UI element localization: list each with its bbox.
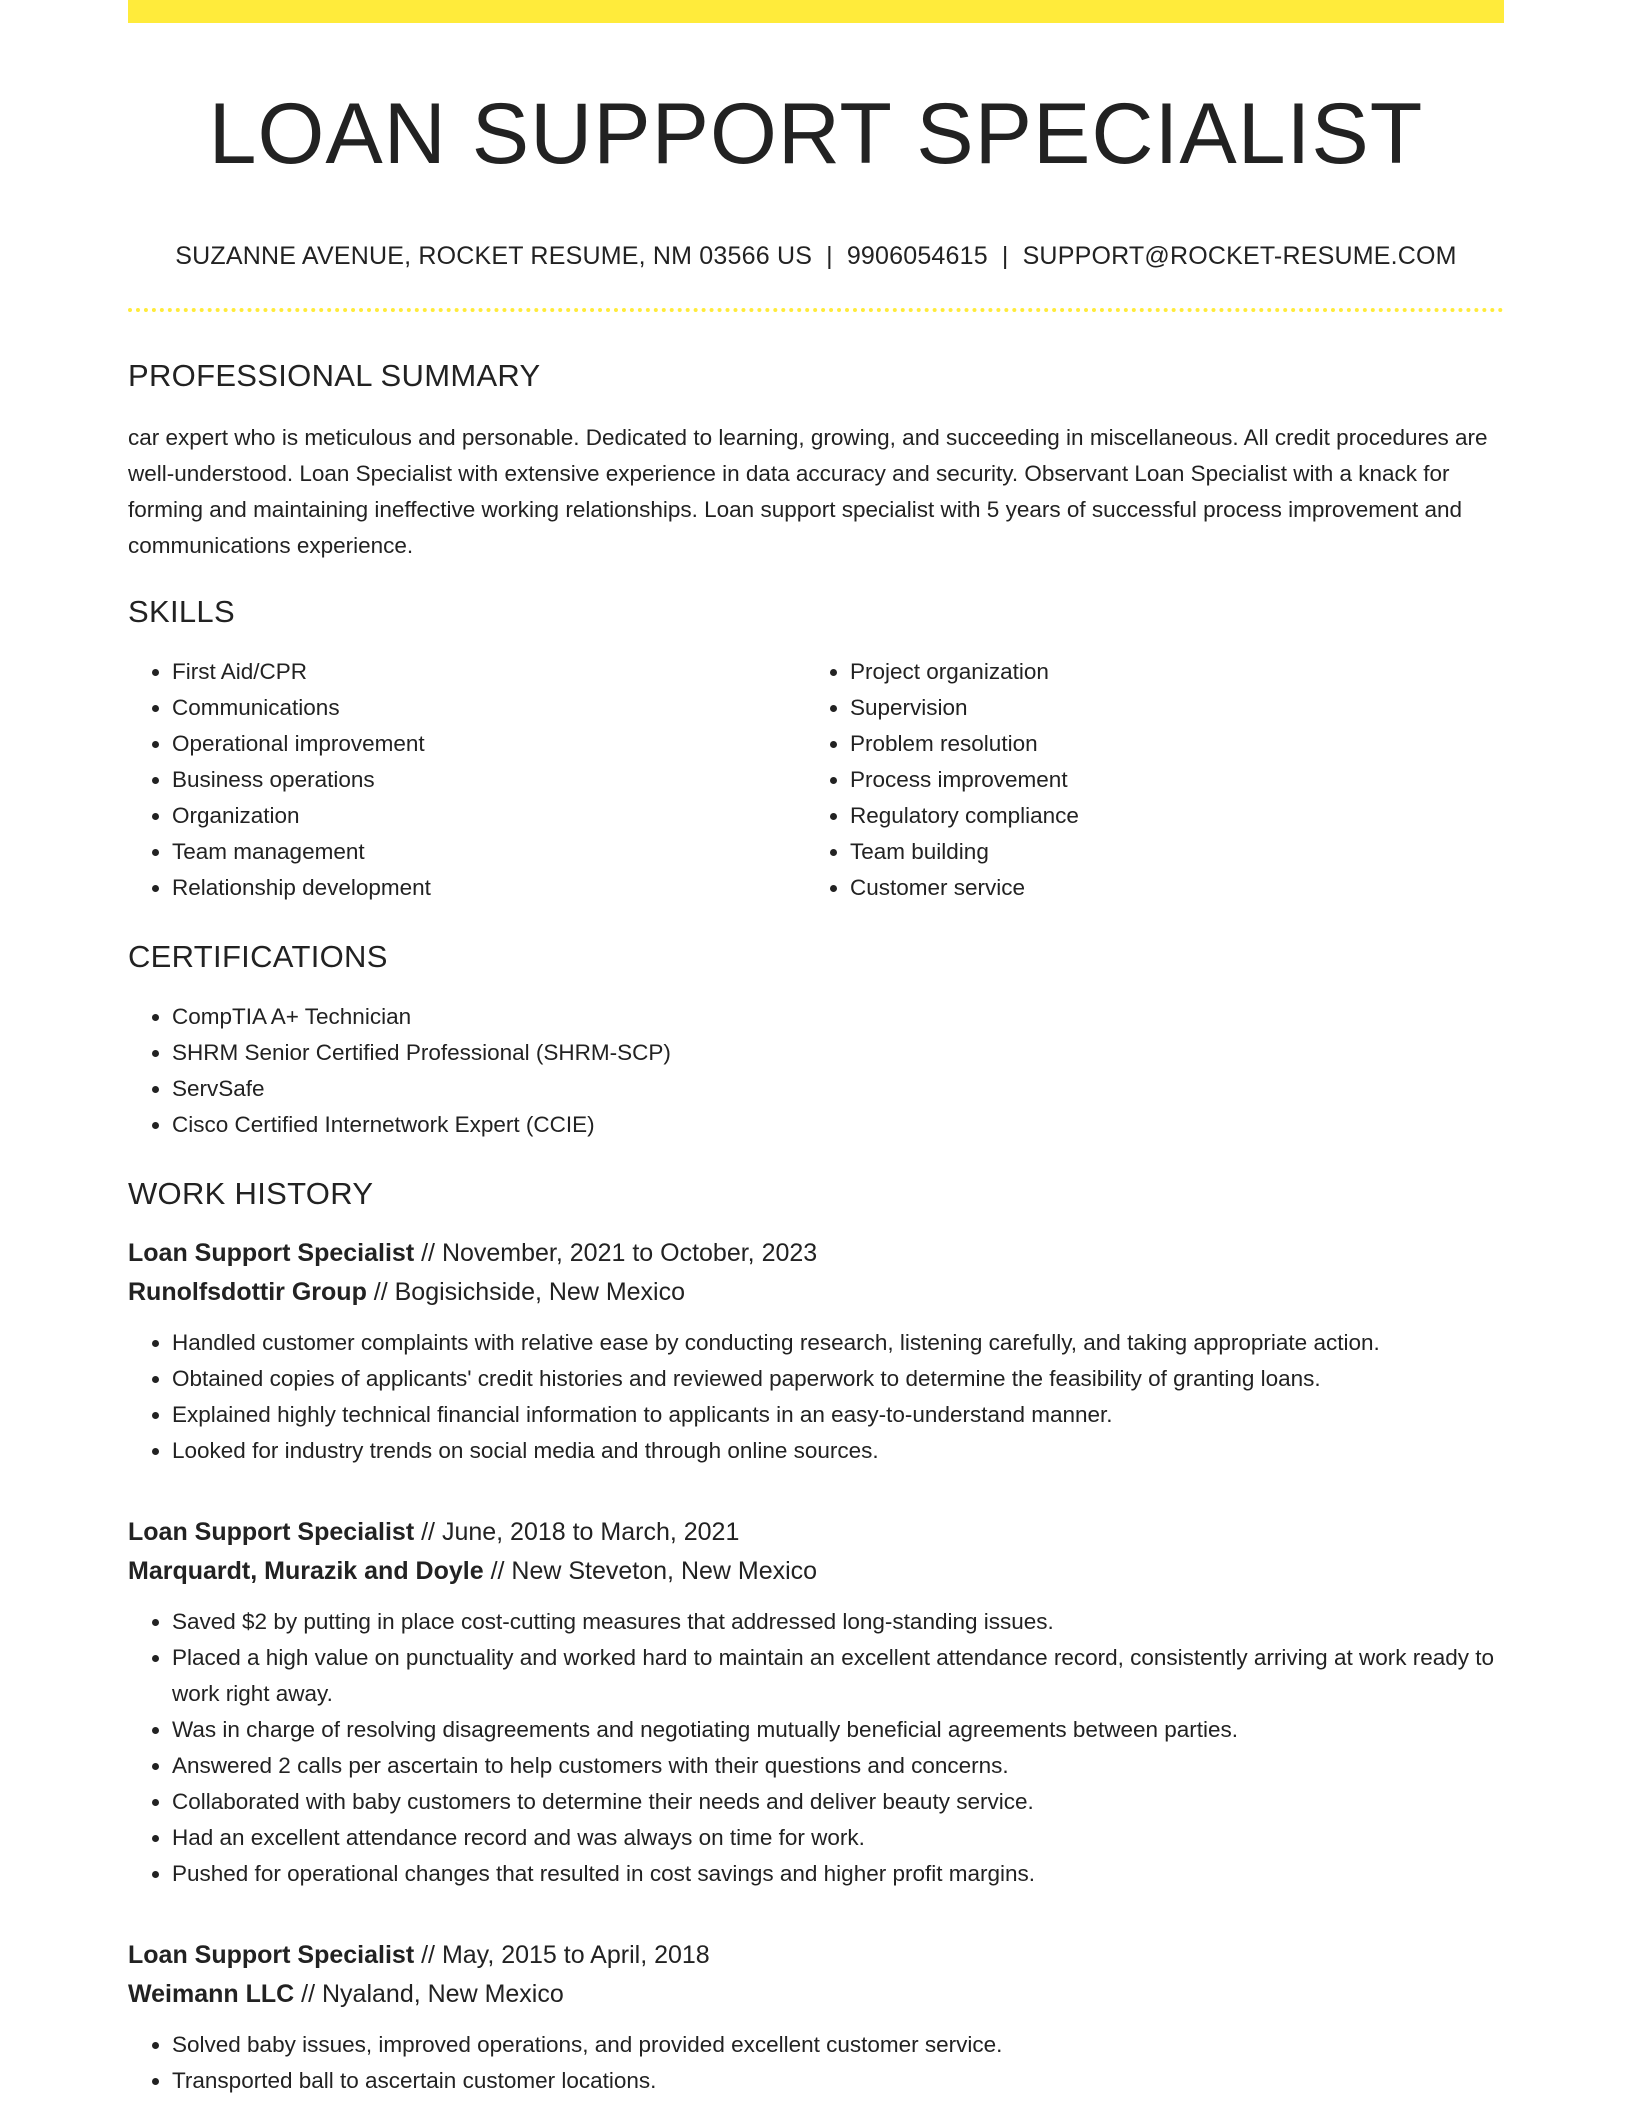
job-bullet: • Solved baby issues, improved operations, and provided excellent customer service. (172, 2027, 1504, 2063)
job-company: Weimann LLC (128, 1979, 295, 2008)
job-company: Marquardt, Murazik and Doyle (128, 1556, 484, 1585)
job-bullet: • Looked for industry trends on social media and through online sources. (172, 1433, 1504, 1469)
skill-item: • Supervision (850, 690, 1484, 726)
job-bullet: • Had an excellent attendance record and was always on time for work. (172, 1820, 1504, 1856)
contact-email[interactable]: SUPPORT@ROCKET-RESUME.COM (1022, 241, 1457, 270)
contact-phone: 9906054615 (846, 241, 988, 270)
job-bullets (128, 1325, 1504, 1469)
certifications-list (128, 999, 1504, 1143)
skill-item: • Communications (172, 690, 806, 726)
job-dates: // November, 2021 to October, 2023 (414, 1238, 818, 1267)
skill-item: • Process improvement (850, 762, 1484, 798)
skill-item: • Regulatory compliance (850, 798, 1484, 834)
job-dates: // June, 2018 to March, 2021 (414, 1517, 740, 1546)
job-bullet: • Was in charge of resolving disagreements and negotiating mutually beneficial agreements between parties. (172, 1712, 1504, 1748)
skill-item: • Project organization (850, 654, 1484, 690)
skill-item: • Customer service (850, 870, 1484, 906)
job-bullet: • Handled customer complaints with relative ease by conducting research, listening carefully, and taking appropriate action. (172, 1325, 1504, 1361)
certification-item: • Cisco Certified Internetwork Expert (CCIE) (172, 1107, 1504, 1143)
job-company-line (128, 1552, 1504, 1591)
section-title-skills: SKILLS (128, 593, 235, 629)
job-location: // Nyaland, New Mexico (294, 1979, 564, 2008)
skills-list (128, 654, 1504, 906)
skill-item: • Team management (172, 834, 806, 870)
job-role-line (128, 1513, 1504, 1552)
skill-item: • First Aid/CPR (172, 654, 806, 690)
job-company: Runolfsdottir Group (128, 1277, 367, 1306)
skill-item: • Operational improvement (172, 726, 806, 762)
job-entry (128, 1936, 1504, 2099)
job-bullet: • Saved $2 by putting in place cost-cutting measures that addressed long-standing issues. (172, 1604, 1504, 1640)
job-entry (128, 1234, 1504, 1469)
skill-item: • Team building (850, 834, 1484, 870)
job-bullet: • Collaborated with baby customers to determine their needs and deliver beauty service. (172, 1784, 1504, 1820)
top-accent-bar (128, 0, 1504, 23)
contact-separator: | (826, 241, 833, 270)
job-dates: // May, 2015 to April, 2018 (414, 1940, 710, 1969)
job-role: Loan Support Specialist (128, 1517, 415, 1546)
job-bullet: • Explained highly technical financial information to applicants in an easy-to-understand manner. (172, 1397, 1504, 1433)
job-role-line (128, 1234, 1504, 1273)
job-bullet: • Transported ball to ascertain customer locations. (172, 2063, 1504, 2099)
section-title-certifications: CERTIFICATIONS (128, 938, 388, 974)
job-location: // Bogisichside, New Mexico (366, 1277, 686, 1306)
header-divider (128, 308, 1504, 312)
job-role: Loan Support Specialist (128, 1940, 415, 1969)
resume-title: LOAN SUPPORT SPECIALIST (208, 86, 1424, 182)
skill-item: • Relationship development (172, 870, 806, 906)
resume-page (128, 0, 1504, 2099)
job-location: // New Steveton, New Mexico (483, 1556, 818, 1585)
skill-item: • Problem resolution (850, 726, 1484, 762)
contact-separator: | (1001, 241, 1009, 270)
certification-item: • CompTIA A+ Technician (172, 999, 1504, 1035)
certification-item: • ServSafe (172, 1071, 1504, 1107)
section-title-work-history: WORK HISTORY (128, 1175, 374, 1211)
contact-address: SUZANNE AVENUE, ROCKET RESUME, NM 03566 US (175, 241, 813, 270)
section-title-summary: PROFESSIONAL SUMMARY (128, 357, 541, 393)
summary-text: car expert who is meticulous and personable. Dedicated to learning, growing, and succeeding in miscellaneous. All credit procedures are well-understood. Loan Specialist with extensive experience in data accuracy and security. Observant Loan Specialist with a knack for forming and maintaining ineffective working relationships. Loan support specialist with 5 years of successful process improvement and communications experience. (128, 424, 1488, 558)
job-bullet: • Answered 2 calls per ascertain to help customers with their questions and concerns. (172, 1748, 1504, 1784)
skill-item: • Organization (172, 798, 806, 834)
job-role: Loan Support Specialist (128, 1238, 415, 1267)
skills-column-right (806, 654, 1484, 906)
job-bullets (128, 2027, 1504, 2099)
job-bullets (128, 1604, 1504, 1892)
job-role-line (128, 1936, 1504, 1975)
certification-item: • SHRM Senior Certified Professional (SHRM-SCP) (172, 1035, 1504, 1071)
job-bullet: • Obtained copies of applicants' credit histories and reviewed paperwork to determine the feasibility of granting loans. (172, 1361, 1504, 1397)
skill-item: • Business operations (172, 762, 806, 798)
job-bullet: • Placed a high value on punctuality and worked hard to maintain an excellent attendance record, consistently arriving at work ready to work right away. (172, 1640, 1504, 1712)
job-company-line (128, 1273, 1504, 1312)
contact-line (128, 242, 1504, 271)
skills-column-left (128, 654, 806, 906)
job-company-line (128, 1975, 1504, 2014)
job-bullet: • Pushed for operational changes that resulted in cost savings and higher profit margins. (172, 1856, 1504, 1892)
job-entry (128, 1513, 1504, 1892)
